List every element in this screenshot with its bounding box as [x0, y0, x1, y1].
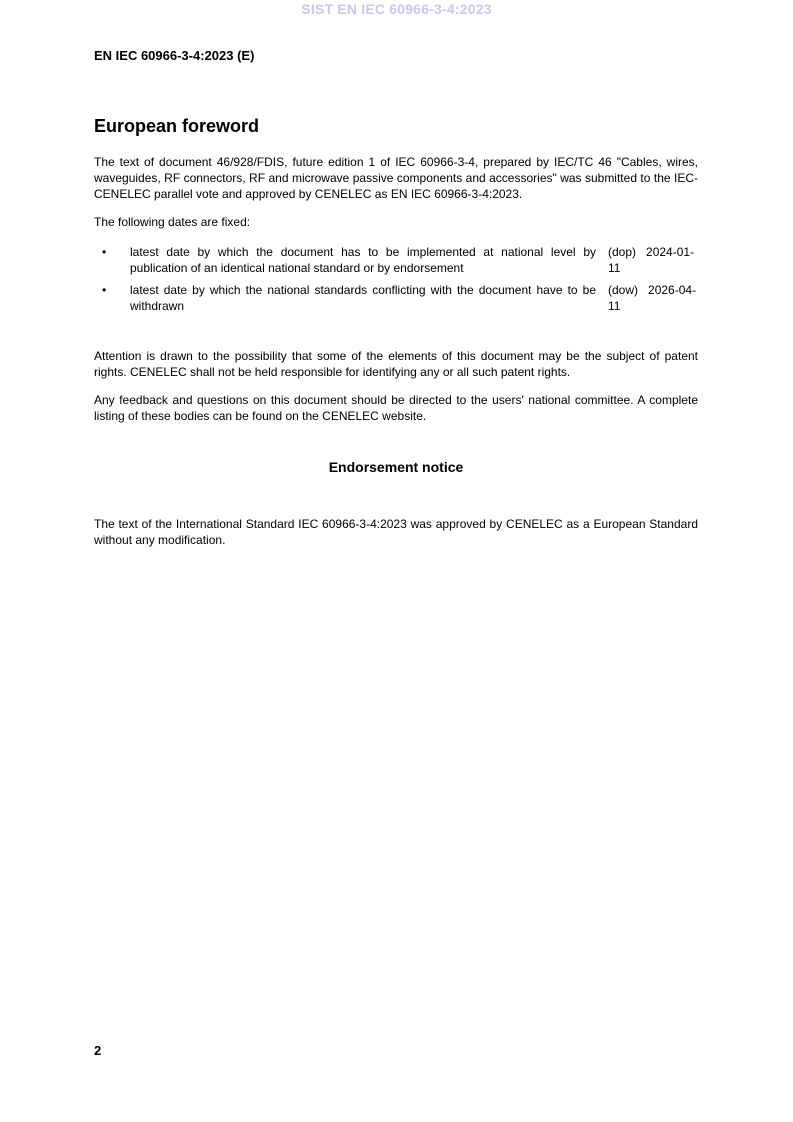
date-description: latest date by which the document has to be implemented at national level by publication of an identical national standard or by endorsement [130, 245, 596, 275]
foreword-title: European foreword [94, 116, 260, 136]
document-id-header: EN IEC 60966-3-4:2023 (E) [94, 48, 255, 63]
list-item [94, 282, 698, 314]
bullet-marker: • [102, 283, 107, 297]
date-code: (dow) [608, 283, 639, 297]
date-date: 2026-04-11 [608, 283, 697, 313]
dates-intro: The following dates are fixed: [94, 215, 251, 229]
date-code: (dop) [608, 245, 637, 259]
page-number: 2 [94, 1043, 102, 1058]
date-value [608, 282, 698, 314]
list-item [94, 244, 698, 276]
endorsement-title: Endorsement notice [328, 459, 464, 475]
date-value [608, 244, 698, 276]
patent-notice: Attention is drawn to the possibility that some of the elements of this document may be the subject of patent rights. CENELEC shall not be held responsible for identifying any or all such patent rights. [94, 349, 698, 379]
page-content [94, 114, 698, 560]
dates-list [94, 244, 698, 314]
date-description: latest date by which the national standards conflicting with the document have to be withdrawn [130, 283, 596, 313]
feedback-notice: Any feedback and questions on this document should be directed to the users' national committee. A complete listing of these bodies can be found on the CENELEC website. [94, 393, 698, 423]
endorsement-text: The text of the International Standard IEC 60966-3-4:2023 was approved by CENELEC as a European Standard without any modification. [94, 517, 698, 547]
bullet-marker: • [102, 245, 107, 259]
watermark: SIST EN IEC 60966-3-4:2023 [301, 1, 492, 17]
date-date: 2024-01-11 [608, 245, 695, 275]
foreword-intro: The text of document 46/928/FDIS, future edition 1 of IEC 60966-3-4, prepared by IEC/TC 46 "Cables, wires, waveguides, RF connectors, RF and microwave passive components and accessories" was submitted to the IEC-CENELEC parallel vote and approved by CENELEC as EN IEC 60966-3-4:2023. [94, 155, 698, 201]
